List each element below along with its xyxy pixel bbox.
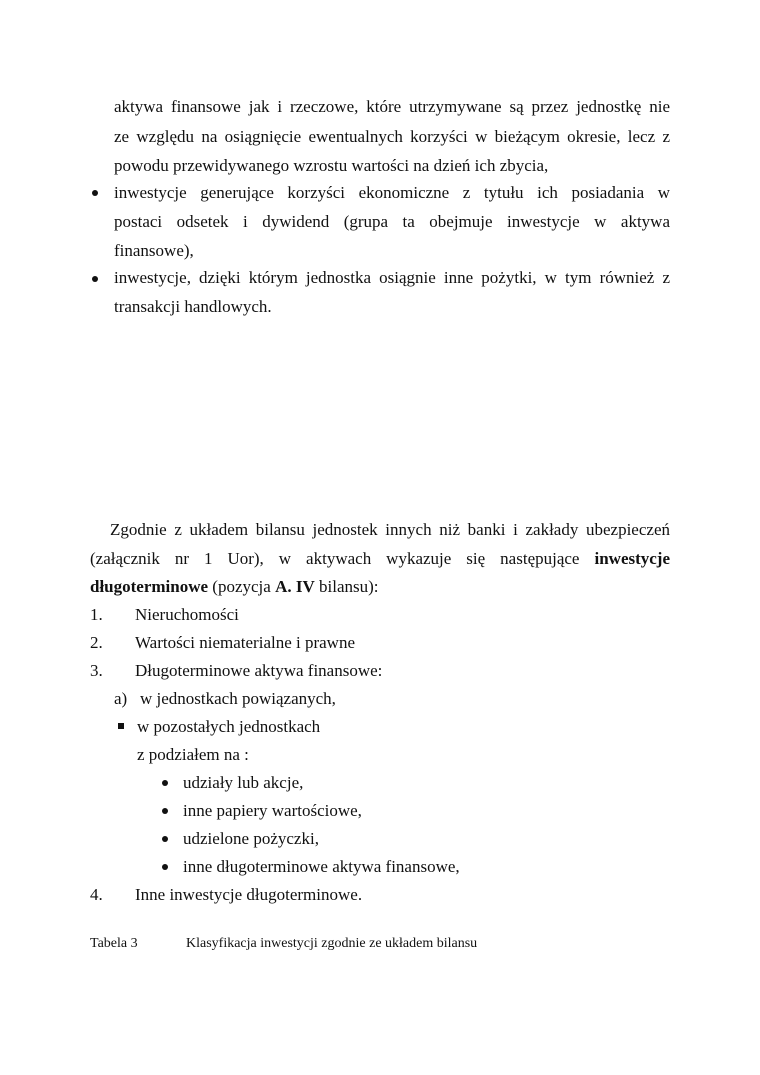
list-number: 1. <box>90 605 103 624</box>
sub-bullet-item: inne papiery wartościowe, <box>183 801 362 820</box>
sub-list-item: w jednostkach powiązanych, <box>140 689 336 708</box>
bullet-icon <box>92 276 98 282</box>
bullet-line: inwestycje generujące korzyści ekonomiczne z tytułu ich posiadania w <box>114 183 670 202</box>
intro-text: (załącznik nr 1 Uor), w aktywach wykazuje się następujące <box>90 549 580 568</box>
intro-bold-term: inwestycje <box>594 549 671 568</box>
sub-list-marker: a) <box>114 689 128 708</box>
bullet-line: transakcji handlowych. <box>114 297 272 316</box>
table-caption-text: Klasyfikacja inwestycji zgodnie ze układem bilansu <box>186 936 478 951</box>
bullet-line: finansowe), <box>114 241 194 260</box>
list-number: 4. <box>90 885 103 904</box>
bullet-line: postaci odsetek i dywidend (grupa ta obejmuje inwestycje w aktywa <box>114 212 670 231</box>
sub-list-item: w pozostałych jednostkach <box>137 717 321 736</box>
list-item: Długoterminowe aktywa finansowe: <box>135 661 383 680</box>
table-caption-label: Tabela 3 <box>90 936 138 951</box>
list-number: 3. <box>90 661 103 680</box>
sub-bullet-item: udzielone pożyczki, <box>183 829 319 848</box>
sub-bullet-item: udziały lub akcje, <box>183 773 304 792</box>
list-number: 2. <box>90 633 103 652</box>
paragraph-line: aktywa finansowe jak i rzeczowe, które utrzymywane są przez jednostkę nie <box>114 97 670 116</box>
bullet-line: inwestycje, dzięki którym jednostka osiągnie inne pożytki, w tym również z <box>114 268 670 287</box>
list-item: Inne inwestycje długoterminowe. <box>135 885 363 904</box>
intro-bold-term: A. IV <box>275 577 315 596</box>
bullet-icon <box>162 808 168 814</box>
intro-text: (pozycja <box>212 577 271 596</box>
square-bullet-icon <box>118 723 124 729</box>
list-item: Wartości niematerialne i prawne <box>135 633 356 652</box>
bullet-icon <box>162 836 168 842</box>
bullet-icon <box>162 780 168 786</box>
intro-bold-term: długoterminowe <box>90 577 209 596</box>
intro-line: Zgodnie z układem bilansu jednostek innych niż banki i zakłady ubezpieczeń <box>110 520 670 539</box>
paragraph-line: powodu przewidywanego wzrostu wartości na dzień ich zbycia, <box>114 156 549 175</box>
division-note: z podziałem na : <box>137 745 249 764</box>
intro-line <box>90 577 379 597</box>
intro-text: bilansu): <box>319 577 379 596</box>
paragraph-line: ze względu na osiągnięcie ewentualnych korzyści w bieżącym okresie, lecz z <box>114 127 670 146</box>
list-item: Nieruchomości <box>135 605 239 624</box>
bullet-icon <box>162 864 168 870</box>
sub-bullet-item: inne długoterminowe aktywa finansowe, <box>183 857 460 876</box>
bullet-icon <box>92 190 98 196</box>
intro-line <box>90 549 670 569</box>
